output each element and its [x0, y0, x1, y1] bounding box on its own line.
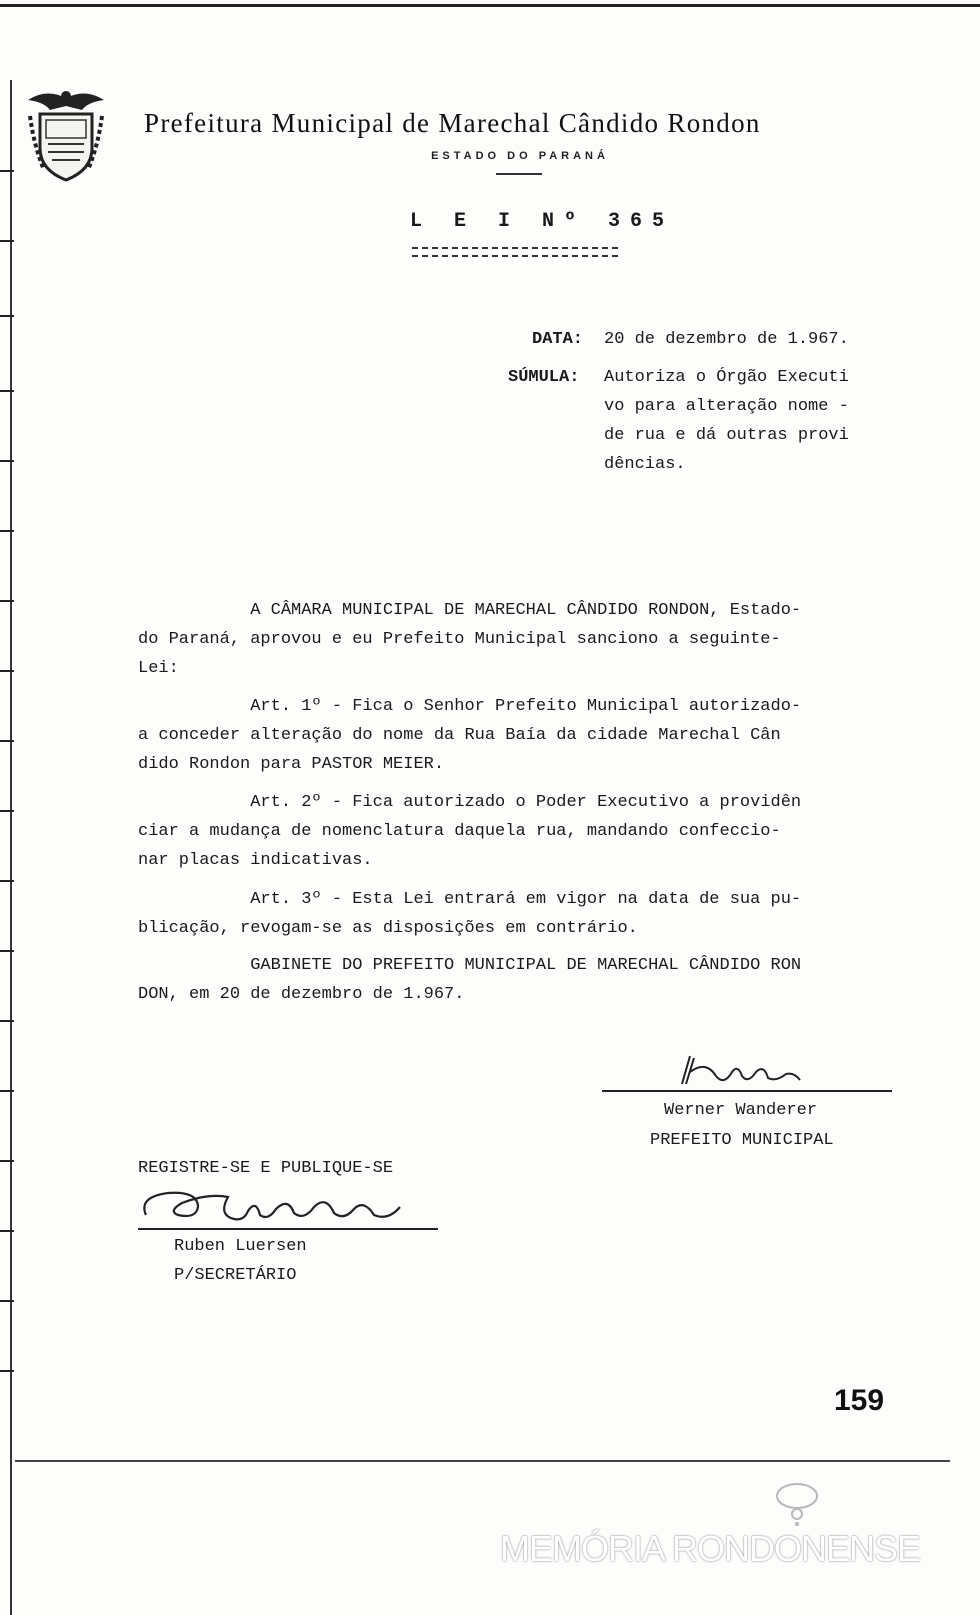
summary-label: SÚMULA: — [508, 368, 580, 387]
body-line: Lei: — [138, 659, 179, 678]
mayor-signature-line — [602, 1090, 892, 1092]
body-line: Art. 1º - Fica o Senhor Prefeito Municipal autorizado- — [138, 697, 802, 716]
body-line: Art. 2º - Fica autorizado o Poder Executivo a providên — [138, 793, 802, 812]
body-line: blicação, revogam-se as disposições em contrário. — [138, 919, 638, 938]
mayor-title: PREFEITO MUNICIPAL — [650, 1131, 834, 1150]
mayor-signature — [676, 1050, 806, 1090]
watermark-icon — [772, 1480, 822, 1528]
body-line: A CÂMARA MUNICIPAL DE MARECHAL CÂNDIDO RONDON, Estado- — [138, 601, 802, 620]
secretary-name: Ruben Luersen — [174, 1237, 307, 1256]
mayor-name: Werner Wanderer — [664, 1101, 818, 1120]
state-subtitle: ESTADO DO PARANÁ — [431, 150, 609, 162]
secretary-title: P/SECRETÁRIO — [174, 1266, 297, 1285]
date-label: DATA: — [532, 330, 584, 349]
bottom-rule — [15, 1460, 950, 1462]
left-edge-marks — [0, 60, 14, 1615]
date-value: 20 de dezembro de 1.967. — [604, 330, 849, 349]
summary-line: vo para alteração nome - — [604, 397, 849, 416]
summary-line: de rua e dá outras provi — [604, 426, 849, 445]
subtitle-underline — [496, 173, 542, 175]
body-line: ciar a mudança de nomenclatura daquela rua, mandando confeccio- — [138, 822, 781, 841]
body-line: DON, em 20 de dezembro de 1.967. — [138, 985, 465, 1004]
municipality-title: Prefeitura Municipal de Marechal Cândido Rondon — [144, 108, 761, 138]
coat-of-arms-icon — [26, 86, 106, 184]
body-line: Art. 3º - Esta Lei entrará em vigor na data de sua pu- — [138, 890, 802, 909]
top-border — [0, 4, 980, 7]
body-line: dido Rondon para PASTOR MEIER. — [138, 755, 445, 774]
secretary-signature-line — [138, 1228, 438, 1230]
body-line: do Paraná, aprovou e eu Prefeito Municipal sanciono a seguinte- — [138, 630, 781, 649]
law-title-underline — [412, 247, 618, 257]
summary-line: dências. — [604, 455, 686, 474]
page-number: 159 — [834, 1384, 885, 1417]
register-publish-text: REGISTRE-SE E PUBLIQUE-SE — [138, 1159, 394, 1178]
body-line: GABINETE DO PREFEITO MUNICIPAL DE MARECHAL CÂNDIDO RON — [138, 956, 802, 975]
law-title: L E I Nº 365 — [410, 210, 675, 233]
body-line: nar placas indicativas. — [138, 851, 373, 870]
secretary-signature — [138, 1185, 438, 1229]
watermark-text: MEMÓRIA RONDONENSE — [500, 1528, 921, 1569]
body-line: a conceder alteração do nome da Rua Baía da cidade Marechal Cân — [138, 726, 781, 745]
summary-line: Autoriza o Órgão Executi — [604, 368, 849, 387]
